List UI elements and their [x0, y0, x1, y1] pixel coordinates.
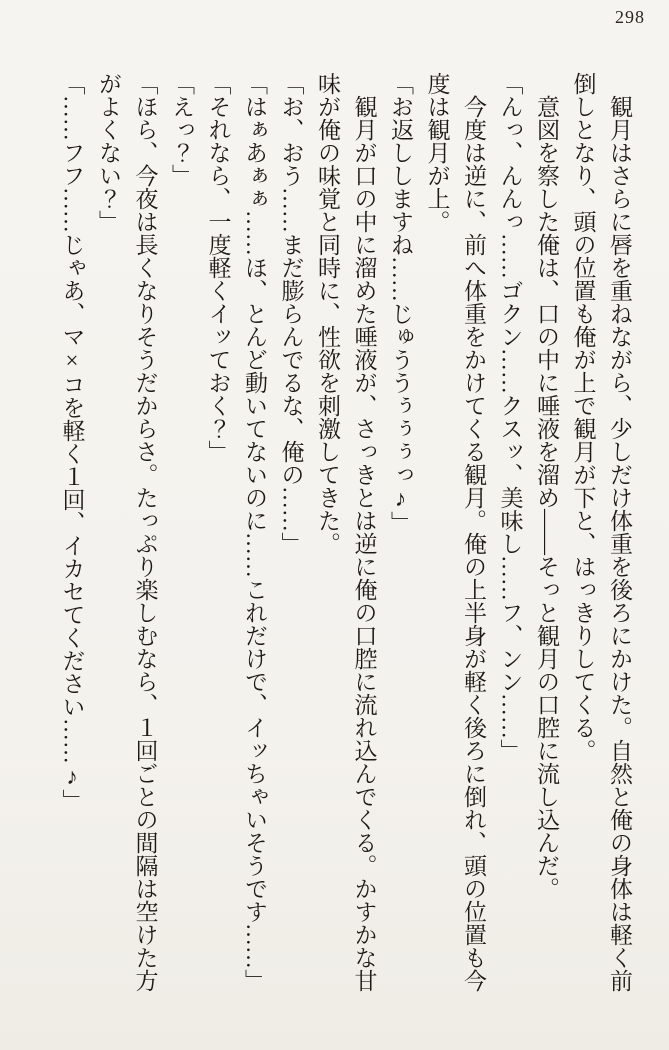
- text-line: 「お、おう……まだ膨らんでるな、俺の……」: [278, 72, 304, 555]
- text-line: 観月が口の中に溜めた唾液が、さっきとは逆に俺の口腔に流れ込んでくる。かすかな甘: [351, 72, 377, 992]
- text-line: 「……フフ……じゃあ、マ×コを軽く１回、イカセてください……♪」: [59, 72, 85, 812]
- text-line: 味が俺の味覚と同時に、性欲を刺激してきた。: [315, 72, 340, 555]
- text-line: 「んっ、んんっ……ゴクン……クスッ、美味し……フ、ンン……」: [497, 72, 523, 762]
- text-line: 「えっ？」: [169, 72, 194, 187]
- text-line: 倒しとなり、頭の位置も俺が上で観月が下と、はっきりしてくる。: [570, 72, 596, 762]
- text-line: 観月はさらに唇を重ねながら、少しだけ体重を後ろにかけた。自然と俺の身体は軽く前: [607, 72, 632, 992]
- text-line: 「それなら、一度軽くイッておく？」: [205, 72, 231, 463]
- page-number: 298: [615, 7, 645, 27]
- text-line: がよくない？」: [96, 72, 121, 233]
- text-line: 今度は逆に、前へ体重をかけてくる観月。俺の上半身が軽く後ろに倒れ、頭の位置も今: [461, 72, 486, 992]
- text-line: 意図を察した俺は、口の中に唾液を溜め——そっと観月の口腔に流し込んだ。: [534, 72, 559, 900]
- text-line: 「はぁあぁぁ……ほ、とんど動いてないのに……これだけで、イッちゃいそうです……」: [242, 72, 267, 992]
- text-line: 「お返ししますね……じゅううぅぅぅっ♪」: [388, 72, 413, 534]
- text-line: 度は観月が上。: [424, 72, 450, 233]
- text-block: [53, 72, 637, 1024]
- text-line: 「ほら、今夜は長くなりそうだからさ。たっぷり楽しむなら、１回ごとの間隔は空けた方: [132, 72, 158, 992]
